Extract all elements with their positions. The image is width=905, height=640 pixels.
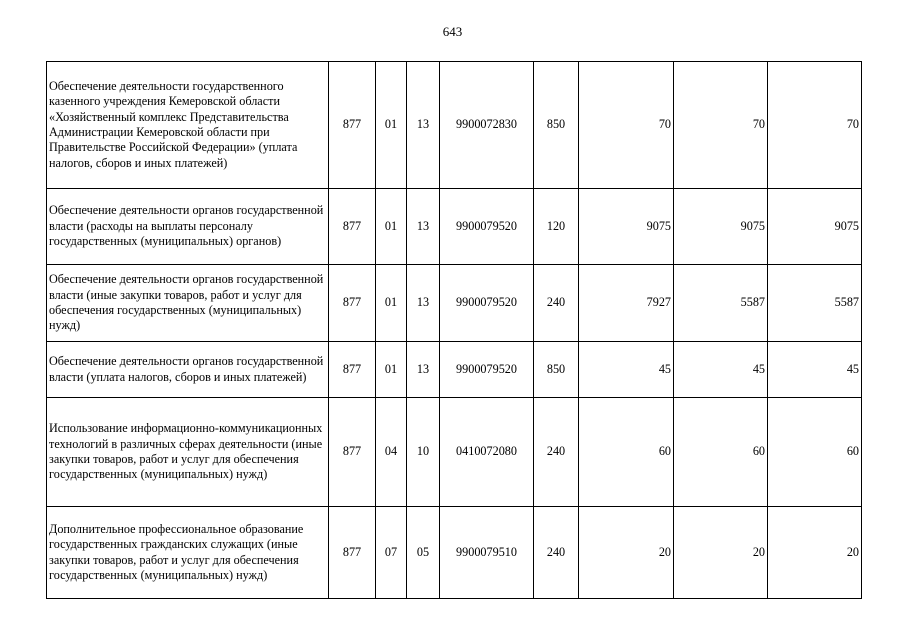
amount-year-1: 9075: [579, 189, 674, 265]
table-row: [47, 342, 862, 398]
amount-year-3: 5587: [768, 265, 862, 342]
target-item-code: 9900072830: [440, 62, 534, 189]
amount-year-3: 60: [768, 398, 862, 507]
section-code: 04: [376, 398, 407, 507]
grbs-code: 877: [329, 62, 376, 189]
subsection-code: 13: [407, 265, 440, 342]
subsection-code: 10: [407, 398, 440, 507]
section-code: 01: [376, 342, 407, 398]
amount-year-1: 60: [579, 398, 674, 507]
amount-year-3: 70: [768, 62, 862, 189]
expense-type-code: 240: [534, 398, 579, 507]
amount-year-3: 20: [768, 507, 862, 599]
amount-year-2: 70: [674, 62, 768, 189]
amount-year-1: 70: [579, 62, 674, 189]
row-description: Обеспечение деятельности органов государственной власти (уплата налогов, сборов и иных платежей): [47, 342, 329, 398]
grbs-code: 877: [329, 189, 376, 265]
table-row: [47, 398, 862, 507]
row-description: Использование информационно-коммуникационных технологий в различных сферах деятельности (иные закупки товаров, работ и услуг для обеспечения государственных (муниципальных) нужд): [47, 398, 329, 507]
amount-year-1: 45: [579, 342, 674, 398]
expense-type-code: 240: [534, 507, 579, 599]
expense-type-code: 850: [534, 342, 579, 398]
table-row: [47, 189, 862, 265]
section-code: 01: [376, 62, 407, 189]
amount-year-2: 9075: [674, 189, 768, 265]
page-number: 643: [442, 24, 463, 39]
amount-year-3: 45: [768, 342, 862, 398]
amount-year-2: 5587: [674, 265, 768, 342]
amount-year-3: 9075: [768, 189, 862, 265]
table-row: [47, 62, 862, 189]
table-row: [47, 507, 862, 599]
expense-type-code: 850: [534, 62, 579, 189]
amount-year-2: 20: [674, 507, 768, 599]
expense-type-code: 120: [534, 189, 579, 265]
grbs-code: 877: [329, 265, 376, 342]
subsection-code: 05: [407, 507, 440, 599]
subsection-code: 13: [407, 62, 440, 189]
amount-year-1: 20: [579, 507, 674, 599]
amount-year-2: 60: [674, 398, 768, 507]
subsection-code: 13: [407, 342, 440, 398]
subsection-code: 13: [407, 189, 440, 265]
section-code: 01: [376, 189, 407, 265]
target-item-code: 9900079520: [440, 189, 534, 265]
expense-type-code: 240: [534, 265, 579, 342]
grbs-code: 877: [329, 342, 376, 398]
grbs-code: 877: [329, 507, 376, 599]
target-item-code: 0410072080: [440, 398, 534, 507]
section-code: 01: [376, 265, 407, 342]
budget-table: [46, 61, 862, 599]
table-row: [47, 265, 862, 342]
target-item-code: 9900079520: [440, 342, 534, 398]
row-description: Дополнительное профессиональное образование государственных гражданских служащих (иные закупки товаров, работ и услуг для обеспечения государственных (муниципальных) нужд): [47, 507, 329, 599]
row-description: Обеспечение деятельности органов государственной власти (расходы на выплаты персоналу государственных (муниципальных) органов): [47, 189, 329, 265]
section-code: 07: [376, 507, 407, 599]
target-item-code: 9900079520: [440, 265, 534, 342]
grbs-code: 877: [329, 398, 376, 507]
amount-year-1: 7927: [579, 265, 674, 342]
target-item-code: 9900079510: [440, 507, 534, 599]
row-description: Обеспечение деятельности органов государственной власти (иные закупки товаров, работ и услуг для обеспечения государственных (муниципальных) нужд): [47, 265, 329, 342]
amount-year-2: 45: [674, 342, 768, 398]
row-description: Обеспечение деятельности государственного казенного учреждения Кемеровской области «Хозяйственный комплекс Представительства Администрации Кемеровской области при Правительстве Российской Федерации» (уплата налогов, сборов и иных платежей): [47, 62, 329, 189]
